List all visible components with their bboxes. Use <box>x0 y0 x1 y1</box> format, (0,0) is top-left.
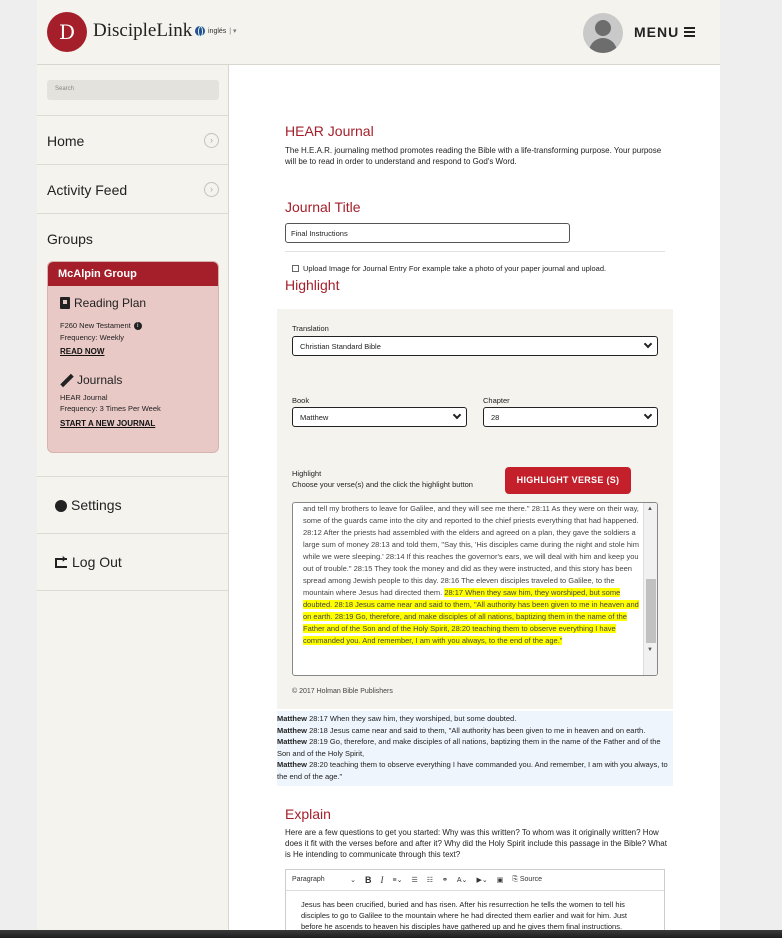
logo-icon[interactable]: D <box>47 12 87 52</box>
journal-title-heading: Journal Title <box>285 199 361 215</box>
source-label: Source <box>519 876 543 883</box>
divider <box>37 115 229 116</box>
verse-text: 28:19 Go, therefore, and make disciples of all nations, baptizing them in the name of the Father and of the Son and of the Holy Spirit, <box>277 737 661 758</box>
highlight-verse-button[interactable]: HIGHLIGHT VERSE (S) <box>505 467 631 494</box>
upload-image-row[interactable] <box>292 264 606 273</box>
sidebar-item-groups[interactable]: Groups <box>47 231 93 247</box>
app-frame <box>37 0 720 930</box>
chapter-select[interactable] <box>483 407 658 427</box>
intro-text: The H.E.A.R. journaling method promotes reading the Bible with a life-transforming purpose. Your purpose will be to read in order to understand and respond to God's Word. <box>285 146 662 166</box>
avatar[interactable] <box>583 13 623 53</box>
link-icon[interactable]: ⚭ <box>442 877 448 884</box>
editor-toolbar <box>286 870 664 891</box>
upload-checkbox[interactable] <box>292 265 299 272</box>
source-button[interactable]: ⎘ Source <box>512 876 543 883</box>
text-color-icon[interactable]: A⌄ <box>456 877 468 884</box>
highlight-help: Choose your verse(s) and the click the highlight button <box>292 480 473 489</box>
verse-book: Matthew <box>277 725 307 735</box>
highlight-panel <box>277 309 673 709</box>
verse-line <box>277 736 673 759</box>
editor-body[interactable]: Jesus has been crucified, buried and has risen. After his resurrection he tells the women to tell his disciples to go to Galilee to the mountain where he had directed them earlier and wait for him. Just before he ascends to heaven his disciples have gathered up and he gives them final instructions. <box>301 900 628 930</box>
menu-button[interactable] <box>634 24 695 40</box>
reading-plan-label: Reading Plan <box>74 296 147 310</box>
verse-book: Matthew <box>277 737 307 746</box>
logout-icon <box>55 558 67 568</box>
chevron-down-icon <box>644 411 652 419</box>
divider <box>37 164 229 165</box>
translation-label: Translation <box>292 324 329 333</box>
chevron-down-icon <box>453 411 461 419</box>
highlight-heading: Highlight <box>285 277 340 293</box>
sidebar-item-settings[interactable] <box>55 497 122 513</box>
verse-line <box>277 725 673 737</box>
bold-icon[interactable]: B <box>365 875 372 885</box>
journal-name: HEAR Journal <box>60 393 108 402</box>
divider <box>37 213 229 214</box>
read-now-link[interactable]: READ NOW <box>60 347 105 356</box>
paragraph-select-label: Paragraph <box>292 876 325 883</box>
divider <box>37 533 229 534</box>
hamburger-icon <box>684 27 695 37</box>
start-journal-link[interactable]: START A NEW JOURNAL <box>60 419 156 428</box>
book-value: Matthew <box>300 413 329 422</box>
verse-text: 28:17 When they saw him, they worshiped, but some doubted. <box>307 714 517 723</box>
verse-book: Matthew <box>277 760 307 769</box>
globe-icon <box>195 26 205 36</box>
book-icon <box>60 297 70 309</box>
bullet-list-icon[interactable]: ☰ <box>411 877 418 884</box>
verse-text: 28:18 Jesus came near and said to them, "All authority has been given to me in heaven and on earth. <box>307 725 646 735</box>
passage-plain: and tell my brothers to leave for Galilee, and they will see me there." 28:11 As they were on their way, some of the guards came into the city and reported to the chief priests everything that had happened. 28:12 After the priests had assembled with the elders and agreed on a plan, they gave the soldiers a large sum of money 28:13 and told them, "Say this, 'His disciples came during the night and stole him while we were sleeping.' 28:14 If this reaches the governor's ears, we will deal with him and keep you out of trouble." 28:15 They took the money and did as they were instructed, and this story has been spread among Jewish people to this day. 28:16 The eleven disciples traveled to Galilee, to the mountain where Jesus had directed them. <box>303 504 639 597</box>
align-icon[interactable]: ≡⌄ <box>392 877 403 884</box>
journal-title-input[interactable]: Final Instructions <box>285 223 570 243</box>
logout-label: Log Out <box>72 554 122 570</box>
reading-plan-name-text: F260 New Testament <box>60 321 131 330</box>
chevron-down-icon: | ▾ <box>229 28 237 35</box>
chapter-label: Chapter <box>483 396 510 405</box>
settings-label: Settings <box>71 497 122 513</box>
chevron-right-icon[interactable]: › <box>204 133 219 148</box>
group-name[interactable]: McAlpin Group <box>48 262 218 286</box>
page-title: HEAR Journal <box>285 123 374 139</box>
language-selector[interactable] <box>195 26 237 36</box>
book-select[interactable] <box>292 407 467 427</box>
highlight-label: Highlight <box>292 469 322 478</box>
explain-heading: Explain <box>285 806 331 822</box>
gear-icon <box>55 500 67 512</box>
info-icon[interactable]: i <box>134 322 142 330</box>
group-card <box>47 261 219 453</box>
chevron-right-icon[interactable]: › <box>204 182 219 197</box>
image-icon[interactable]: ▣ <box>496 877 504 884</box>
translation-select[interactable] <box>292 336 658 356</box>
italic-icon[interactable]: I <box>380 875 384 885</box>
sidebar-item-logout[interactable] <box>55 554 122 570</box>
scroll-thumb[interactable] <box>646 579 656 643</box>
translation-value: Christian Standard Bible <box>300 342 381 351</box>
divider <box>37 590 229 591</box>
media-icon[interactable]: ▶⌄ <box>476 877 488 884</box>
scroll-down-icon[interactable]: ▼ <box>647 647 653 653</box>
reading-plan-name <box>60 321 142 330</box>
chevron-down-icon <box>644 340 652 348</box>
verse-line <box>277 759 673 782</box>
brand-name[interactable]: DiscipleLink <box>93 20 193 41</box>
sidebar <box>37 65 229 930</box>
scroll-up-icon[interactable]: ▲ <box>647 506 653 512</box>
verse-line <box>277 713 673 725</box>
numbered-list-icon[interactable]: ☷ <box>426 877 434 884</box>
divider <box>37 476 229 477</box>
journal-frequency: Frequency: 3 Times Per Week <box>60 404 161 413</box>
passage-highlighted: 28:17 When they saw him, they worshiped, but some doubted. 28:18 Jesus came near and said to them, "All authority has been given to me in heaven and on earth. 28:19 Go, therefore, and make disciples of all nations, baptizing them in the name of the Father and of the Son and of the Holy Spirit, 28:20 teaching them to observe everything I have commanded you. And remember, I am with you always, to the end of the age." <box>303 588 639 645</box>
explain-editor[interactable] <box>285 869 665 930</box>
search-input[interactable]: Search <box>47 80 219 100</box>
verse-book: Matthew <box>277 714 307 723</box>
chapter-value: 28 <box>491 413 500 422</box>
upload-label: Upload Image for Journal Entry For example take a photo of your paper journal and upload. <box>303 264 607 273</box>
top-bar <box>37 0 720 65</box>
sidebar-item-activity-feed[interactable]: Activity Feed <box>47 182 128 198</box>
divider <box>285 251 665 252</box>
reading-plan-title <box>60 296 146 310</box>
sidebar-item-home[interactable]: Home <box>47 133 85 149</box>
paragraph-select[interactable] <box>292 876 356 884</box>
selected-verses <box>277 711 673 786</box>
verse-text: 28:20 teaching them to observe everything I have commanded you. And remember, I am with you always, to the end of the age." <box>277 760 668 781</box>
journals-title <box>60 373 122 387</box>
menu-label: MENU <box>634 24 680 40</box>
language-label: inglés <box>208 27 227 35</box>
book-label: Book <box>292 396 310 405</box>
passage-textarea[interactable] <box>292 502 658 676</box>
passage-scrollbar[interactable] <box>643 503 657 676</box>
journals-label: Journals <box>77 373 123 387</box>
copyright: © 2017 Holman Bible Publishers <box>292 688 393 695</box>
explain-prompt: Here are a few questions to get you started: Why was this written? To whom was it originally written? How does it fit with the verses before and after it? Why did the Holy Spirit include this passage in the Bible? What is He intending to communicate through this text? <box>285 828 667 859</box>
chevron-down-icon: ⌄ <box>350 877 356 884</box>
passage-text[interactable] <box>303 503 640 647</box>
reading-plan-frequency: Frequency: Weekly <box>60 333 125 342</box>
pen-icon <box>60 374 73 387</box>
taskbar <box>0 930 782 938</box>
